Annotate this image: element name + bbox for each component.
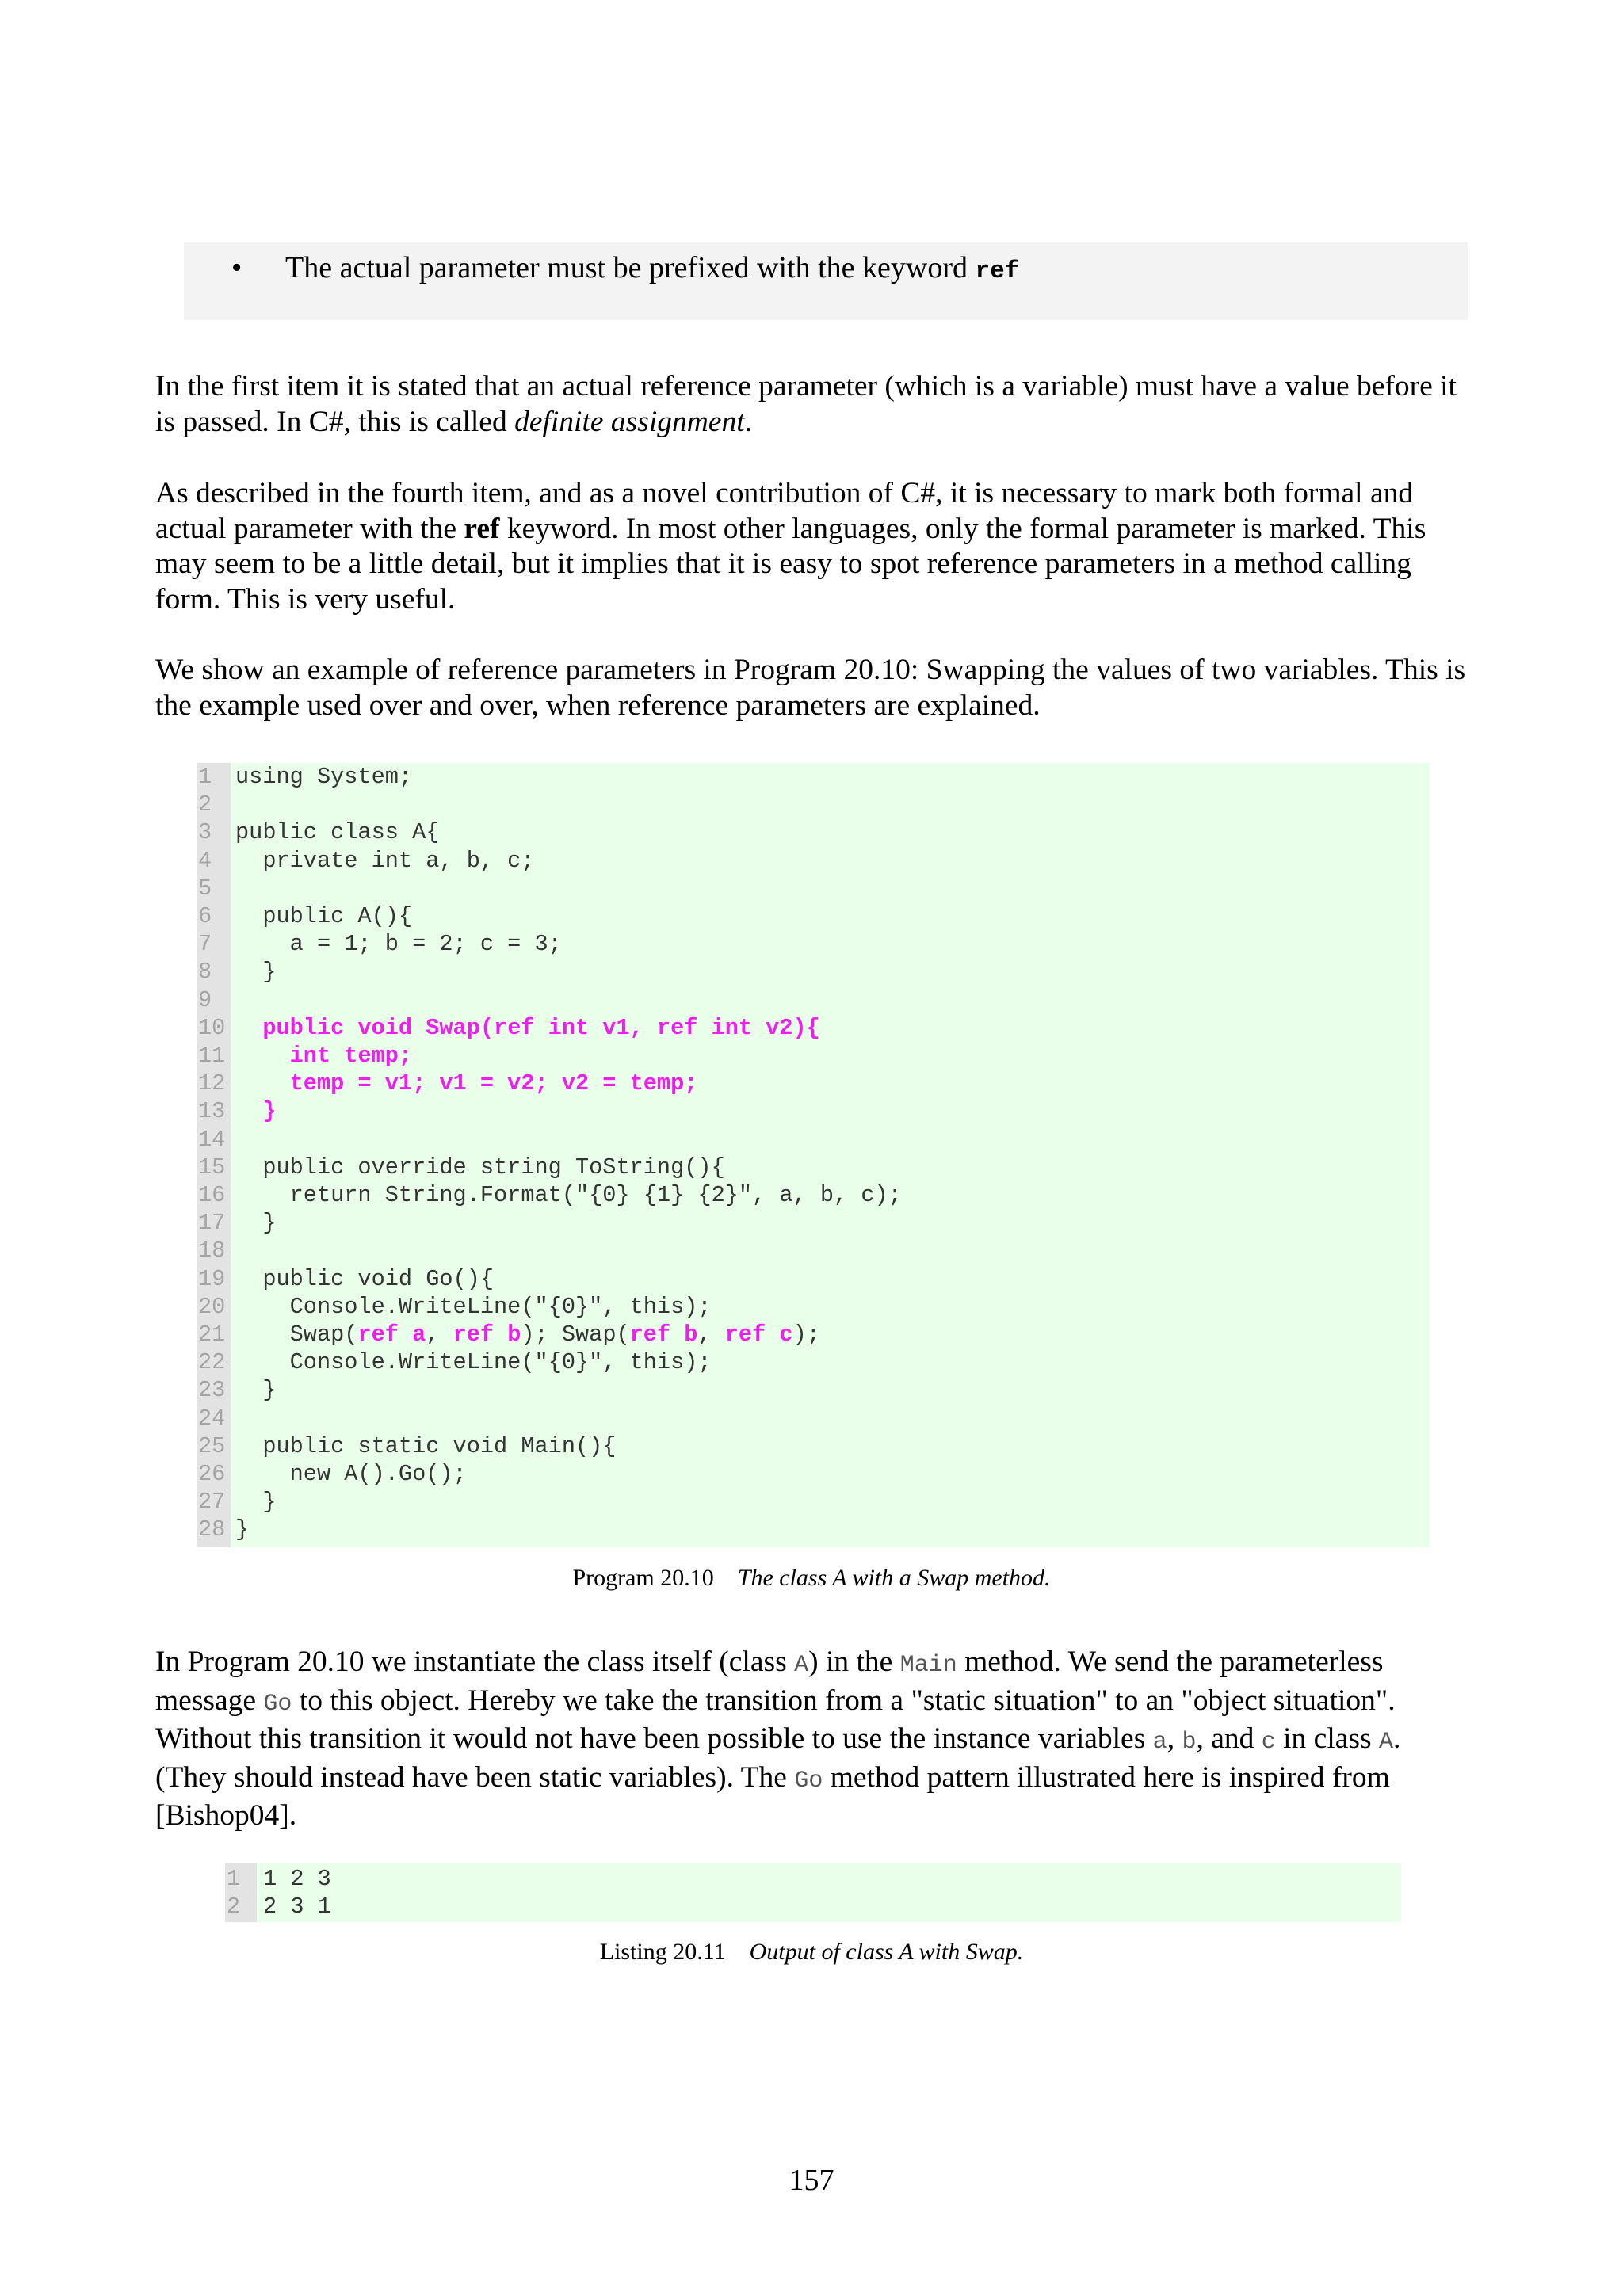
listing-caption-label: Listing 20.11 <box>599 1939 726 1965</box>
highlighted-code: ref b <box>629 1322 698 1348</box>
line-number: 9 <box>198 986 212 1013</box>
line-number: 26 <box>198 1461 226 1487</box>
code-line <box>197 1126 235 1154</box>
code-segment: } <box>235 959 277 986</box>
line-number: 16 <box>198 1182 226 1208</box>
code-line <box>197 1376 276 1404</box>
code-line <box>197 791 235 818</box>
code-segment <box>235 1043 290 1069</box>
code-segment: public static void Main(){ <box>235 1432 617 1459</box>
line-number: 10 <box>198 1014 226 1041</box>
line-number: 3 <box>198 819 212 846</box>
code-segment: } <box>235 1210 277 1237</box>
line-number: 15 <box>198 1154 226 1180</box>
code-segment: ); Swap( <box>521 1322 630 1348</box>
code-text <box>235 1015 820 1041</box>
code-line <box>197 1516 249 1543</box>
code-segment: , <box>697 1322 725 1348</box>
code-text <box>235 1461 467 1487</box>
code-segment <box>235 1015 262 1041</box>
code-line <box>197 1321 820 1348</box>
line-number: 23 <box>198 1377 226 1404</box>
code-line <box>197 1237 235 1264</box>
code-segment: 2 3 1 <box>263 1894 331 1920</box>
listing-caption <box>0 1938 1623 1966</box>
code-text <box>235 1154 725 1180</box>
line-number: 27 <box>198 1489 226 1516</box>
code-line <box>197 1488 276 1516</box>
code-text <box>235 1210 276 1236</box>
code-text <box>235 1043 412 1069</box>
code-text <box>235 1098 277 1124</box>
code-text <box>235 1294 712 1320</box>
code-line <box>197 875 235 902</box>
line-number: 11 <box>198 1043 226 1069</box>
code-line <box>197 1042 412 1070</box>
bold-ref: ref <box>464 512 500 545</box>
code-text <box>235 1266 494 1292</box>
paragraph-example-intro: We show an example of reference parameters in Program 20.10: Swapping the values of two variables. This is the example used over and over, when reference parameters are explained. <box>155 654 1466 722</box>
code-segment: Console.WriteLine("{0}", this); <box>235 1349 712 1376</box>
code-line <box>197 958 276 986</box>
line-number: 2 <box>227 1894 241 1920</box>
code-text <box>235 959 276 985</box>
highlighted-code: int temp; <box>289 1043 413 1069</box>
bullet-item <box>285 249 1019 291</box>
code-line <box>197 1097 277 1125</box>
paragraph-program-explanation: In Program 20.10 we instantiate the class itself (class A) in the Main method. We send the parameterless message Go to this object. Hereby we take the transition from a "static situation" to an "object situation". Without this transition it would not have been possible to use the instance variables a, b, and c in class A. (They should instead have been static variables). The Go method pattern illustrated here is inspired from [Bishop04]. <box>155 1646 1401 1832</box>
code-line <box>197 986 235 1014</box>
code-line <box>197 1293 712 1321</box>
highlighted-code: temp = v1; v1 = v2; v2 = temp; <box>289 1070 698 1097</box>
highlighted-code: ref c <box>724 1322 793 1348</box>
code-line <box>197 1405 235 1432</box>
code-segment: Swap( <box>235 1322 358 1348</box>
line-number: 20 <box>198 1293 226 1320</box>
code-text <box>235 1489 276 1515</box>
line-number: 14 <box>198 1126 226 1153</box>
listing-output-block <box>225 1863 1401 1922</box>
code-line <box>197 818 439 846</box>
code-segment: a = 1; b = 2; c = 3; <box>235 931 562 958</box>
program-caption-text: The class A with a Swap method. <box>737 1565 1051 1591</box>
program-caption <box>0 1564 1623 1592</box>
code-segment: , <box>426 1322 453 1348</box>
code-text <box>235 931 562 957</box>
code-segment: } <box>235 1377 277 1404</box>
line-number: 19 <box>198 1265 226 1292</box>
code-text <box>235 764 412 790</box>
code-line <box>197 1181 902 1209</box>
code-segment: ); <box>792 1322 820 1348</box>
code-text <box>263 1894 331 1920</box>
code-text <box>235 903 412 929</box>
listing-caption-text: Output of class A with Swap. <box>749 1939 1024 1965</box>
paragraph-definite-assignment: In the first item it is stated that an actual reference parameter (which is a variable) must have a value before it is passed. In C#, this is called definite assignment. <box>155 370 1457 438</box>
highlighted-code: ref b <box>453 1322 521 1348</box>
bullet-box <box>184 242 1468 320</box>
code-text <box>235 1322 820 1348</box>
line-number: 4 <box>198 847 212 874</box>
code-text <box>235 819 439 845</box>
code-text <box>235 848 535 874</box>
code-segment: private int a, b, c; <box>235 847 535 874</box>
code-text <box>235 1377 276 1403</box>
code-segment: new A().Go(); <box>235 1461 467 1487</box>
code-line <box>197 1014 820 1042</box>
highlighted-code: } <box>262 1098 277 1125</box>
code-line <box>197 1209 276 1237</box>
line-number: 13 <box>198 1098 226 1125</box>
line-number: 24 <box>198 1405 226 1432</box>
code-segment: 1 2 3 <box>263 1866 331 1892</box>
term-definite-assignment: definite assignment <box>514 405 745 438</box>
code-segment <box>235 1070 290 1097</box>
line-number: 5 <box>198 875 212 902</box>
program-caption-label: Program 20.10 <box>572 1565 714 1591</box>
line-number: 28 <box>198 1516 226 1543</box>
bullet-marker: • <box>231 251 242 284</box>
page-number: 157 <box>789 2164 834 2197</box>
line-number: 7 <box>198 931 212 958</box>
code-segment: return String.Format("{0} {1} {2}", a, b, c); <box>235 1182 902 1208</box>
code-text <box>235 1349 712 1375</box>
line-number: 8 <box>198 959 212 986</box>
line-number: 12 <box>198 1070 226 1097</box>
code-line <box>197 1070 697 1097</box>
code-line <box>225 1865 331 1893</box>
code-segment: public override string ToString(){ <box>235 1154 725 1180</box>
code-text <box>263 1866 331 1892</box>
code-segment: Console.WriteLine("{0}", this); <box>235 1293 712 1320</box>
code-line <box>197 902 412 930</box>
line-number: 25 <box>198 1432 226 1459</box>
line-number: 1 <box>227 1866 241 1892</box>
code-line <box>197 1432 616 1460</box>
code-text <box>235 1433 616 1459</box>
code-segment: } <box>235 1489 277 1516</box>
bullet-text: The actual parameter must be prefixed with the keyword <box>285 251 976 284</box>
code-segment: public void Go(){ <box>235 1265 495 1292</box>
program-code-block <box>197 763 1430 1547</box>
code-line <box>197 930 562 958</box>
line-number: 1 <box>198 764 212 790</box>
highlighted-code: ref a <box>357 1322 426 1348</box>
line-number: 17 <box>198 1210 226 1237</box>
code-line <box>197 847 535 875</box>
code-line <box>197 1265 494 1293</box>
code-text <box>235 1182 902 1208</box>
code-line <box>197 1348 712 1376</box>
code-line <box>225 1893 331 1920</box>
code-segment: } <box>235 1516 250 1543</box>
line-number: 18 <box>198 1238 226 1264</box>
line-number: 2 <box>198 791 212 818</box>
code-line <box>197 1154 725 1181</box>
code-segment: public A(){ <box>235 903 413 929</box>
paragraph-ref-keyword: As described in the fourth item, and as a novel contribution of C#, it is necessary to mark both formal and actual parameter with the ref keyword. In most other languages, only the formal parameter is marked. This may seem to be a little detail, but it implies that it is easy to spot reference parameters in a method calling form. This is very useful. <box>155 477 1426 616</box>
code-text <box>235 1516 249 1543</box>
highlighted-code: public void Swap(ref int v1, ref int v2){ <box>262 1014 820 1041</box>
code-segment: public class A{ <box>235 819 440 846</box>
code-line <box>197 763 412 791</box>
line-number: 22 <box>198 1349 226 1376</box>
code-line <box>197 1460 467 1488</box>
bullet-keyword: ref <box>975 257 1020 285</box>
code-segment <box>235 1098 262 1124</box>
code-segment: using System; <box>235 764 413 790</box>
code-text <box>235 1070 697 1097</box>
line-number: 6 <box>198 903 212 929</box>
line-number: 21 <box>198 1322 226 1348</box>
